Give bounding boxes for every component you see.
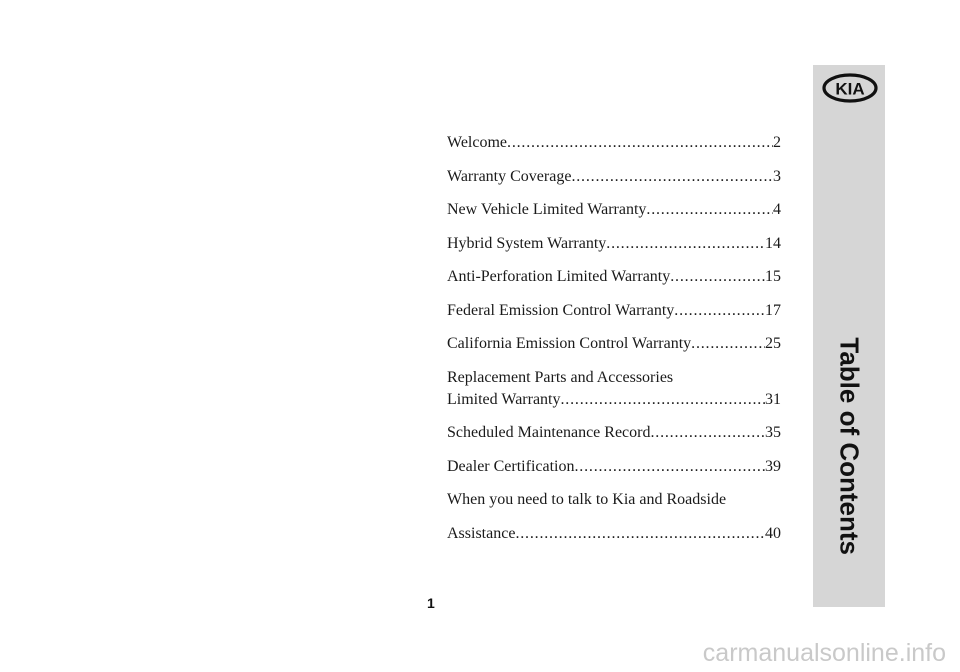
toc-entry-title: Limited Warranty xyxy=(447,390,561,408)
kia-logo xyxy=(821,68,879,108)
leader-dots xyxy=(674,301,765,321)
toc-entry-title: Dealer Certification xyxy=(447,457,575,475)
toc-entry-title: Welcome xyxy=(447,134,508,151)
toc-entry-page: 17 xyxy=(765,301,781,319)
toc-entry-page: 35 xyxy=(765,424,781,441)
leader-dots xyxy=(650,423,765,443)
sidebar-title: Table of Contents xyxy=(834,337,865,555)
toc-entry-replacement-parts-line1[interactable] xyxy=(447,368,781,388)
toc-entry-hybrid-system-warranty[interactable] xyxy=(447,234,781,254)
toc-entry-title: California Emission Control Warranty xyxy=(447,335,692,352)
leader-dots xyxy=(575,457,766,477)
leader-dots xyxy=(507,133,773,153)
toc-entry-page: 4 xyxy=(773,201,781,218)
toc-entry-new-vehicle-warranty[interactable] xyxy=(447,200,781,220)
toc-entry-title: Warranty Coverage xyxy=(447,167,572,185)
toc-entry-title: Replacement Parts and Accessories xyxy=(447,368,674,386)
toc-entry-page: 39 xyxy=(765,457,781,475)
page-number: 1 xyxy=(427,595,435,611)
toc-entry-warranty-coverage[interactable] xyxy=(447,167,781,187)
toc-entry-title: Scheduled Maintenance Record xyxy=(447,424,651,441)
toc-entry-federal-emission-warranty[interactable] xyxy=(447,301,781,321)
toc-entry-roadside-line1[interactable] xyxy=(447,490,781,510)
toc-entry-roadside-assistance[interactable] xyxy=(447,524,781,544)
toc-entry-page: 3 xyxy=(773,167,781,185)
kia-logo-text: KIA xyxy=(835,79,865,99)
leader-dots xyxy=(646,200,773,220)
toc-entry-page: 14 xyxy=(765,234,781,252)
toc-entry-title: When you need to talk to Kia and Roadside xyxy=(447,491,727,508)
toc-entry-page: 2 xyxy=(773,134,781,151)
toc-entry-page: 25 xyxy=(765,335,781,352)
toc-entry-title: Hybrid System Warranty xyxy=(447,234,607,252)
leader-dots xyxy=(561,390,766,410)
toc-entry-page: 15 xyxy=(765,268,781,285)
toc-entry-welcome[interactable] xyxy=(447,133,781,153)
toc-entry-title: Federal Emission Control Warranty xyxy=(447,301,675,319)
toc-entry-page: 31 xyxy=(765,390,781,408)
sidebar-tab xyxy=(813,65,885,607)
toc-entry-title: Anti-Perforation Limited Warranty xyxy=(447,268,671,285)
toc-entry-replacement-parts-warranty[interactable] xyxy=(447,390,781,410)
toc-entry-page: 40 xyxy=(765,524,781,542)
toc-entry-dealer-certification[interactable] xyxy=(447,457,781,477)
leader-dots xyxy=(691,334,765,354)
leader-dots xyxy=(670,267,765,287)
table-of-contents xyxy=(447,133,781,557)
toc-entry-title: Assistance xyxy=(447,524,516,542)
toc-entry-title: New Vehicle Limited Warranty xyxy=(447,201,647,218)
leader-dots xyxy=(571,167,773,187)
leader-dots xyxy=(606,234,765,254)
leader-dots xyxy=(515,524,765,544)
toc-entry-anti-perforation-warranty[interactable] xyxy=(447,267,781,287)
toc-entry-scheduled-maintenance[interactable] xyxy=(447,423,781,443)
watermark: carmanualsonline.info xyxy=(702,639,946,667)
toc-entry-california-emission-warranty[interactable] xyxy=(447,334,781,354)
